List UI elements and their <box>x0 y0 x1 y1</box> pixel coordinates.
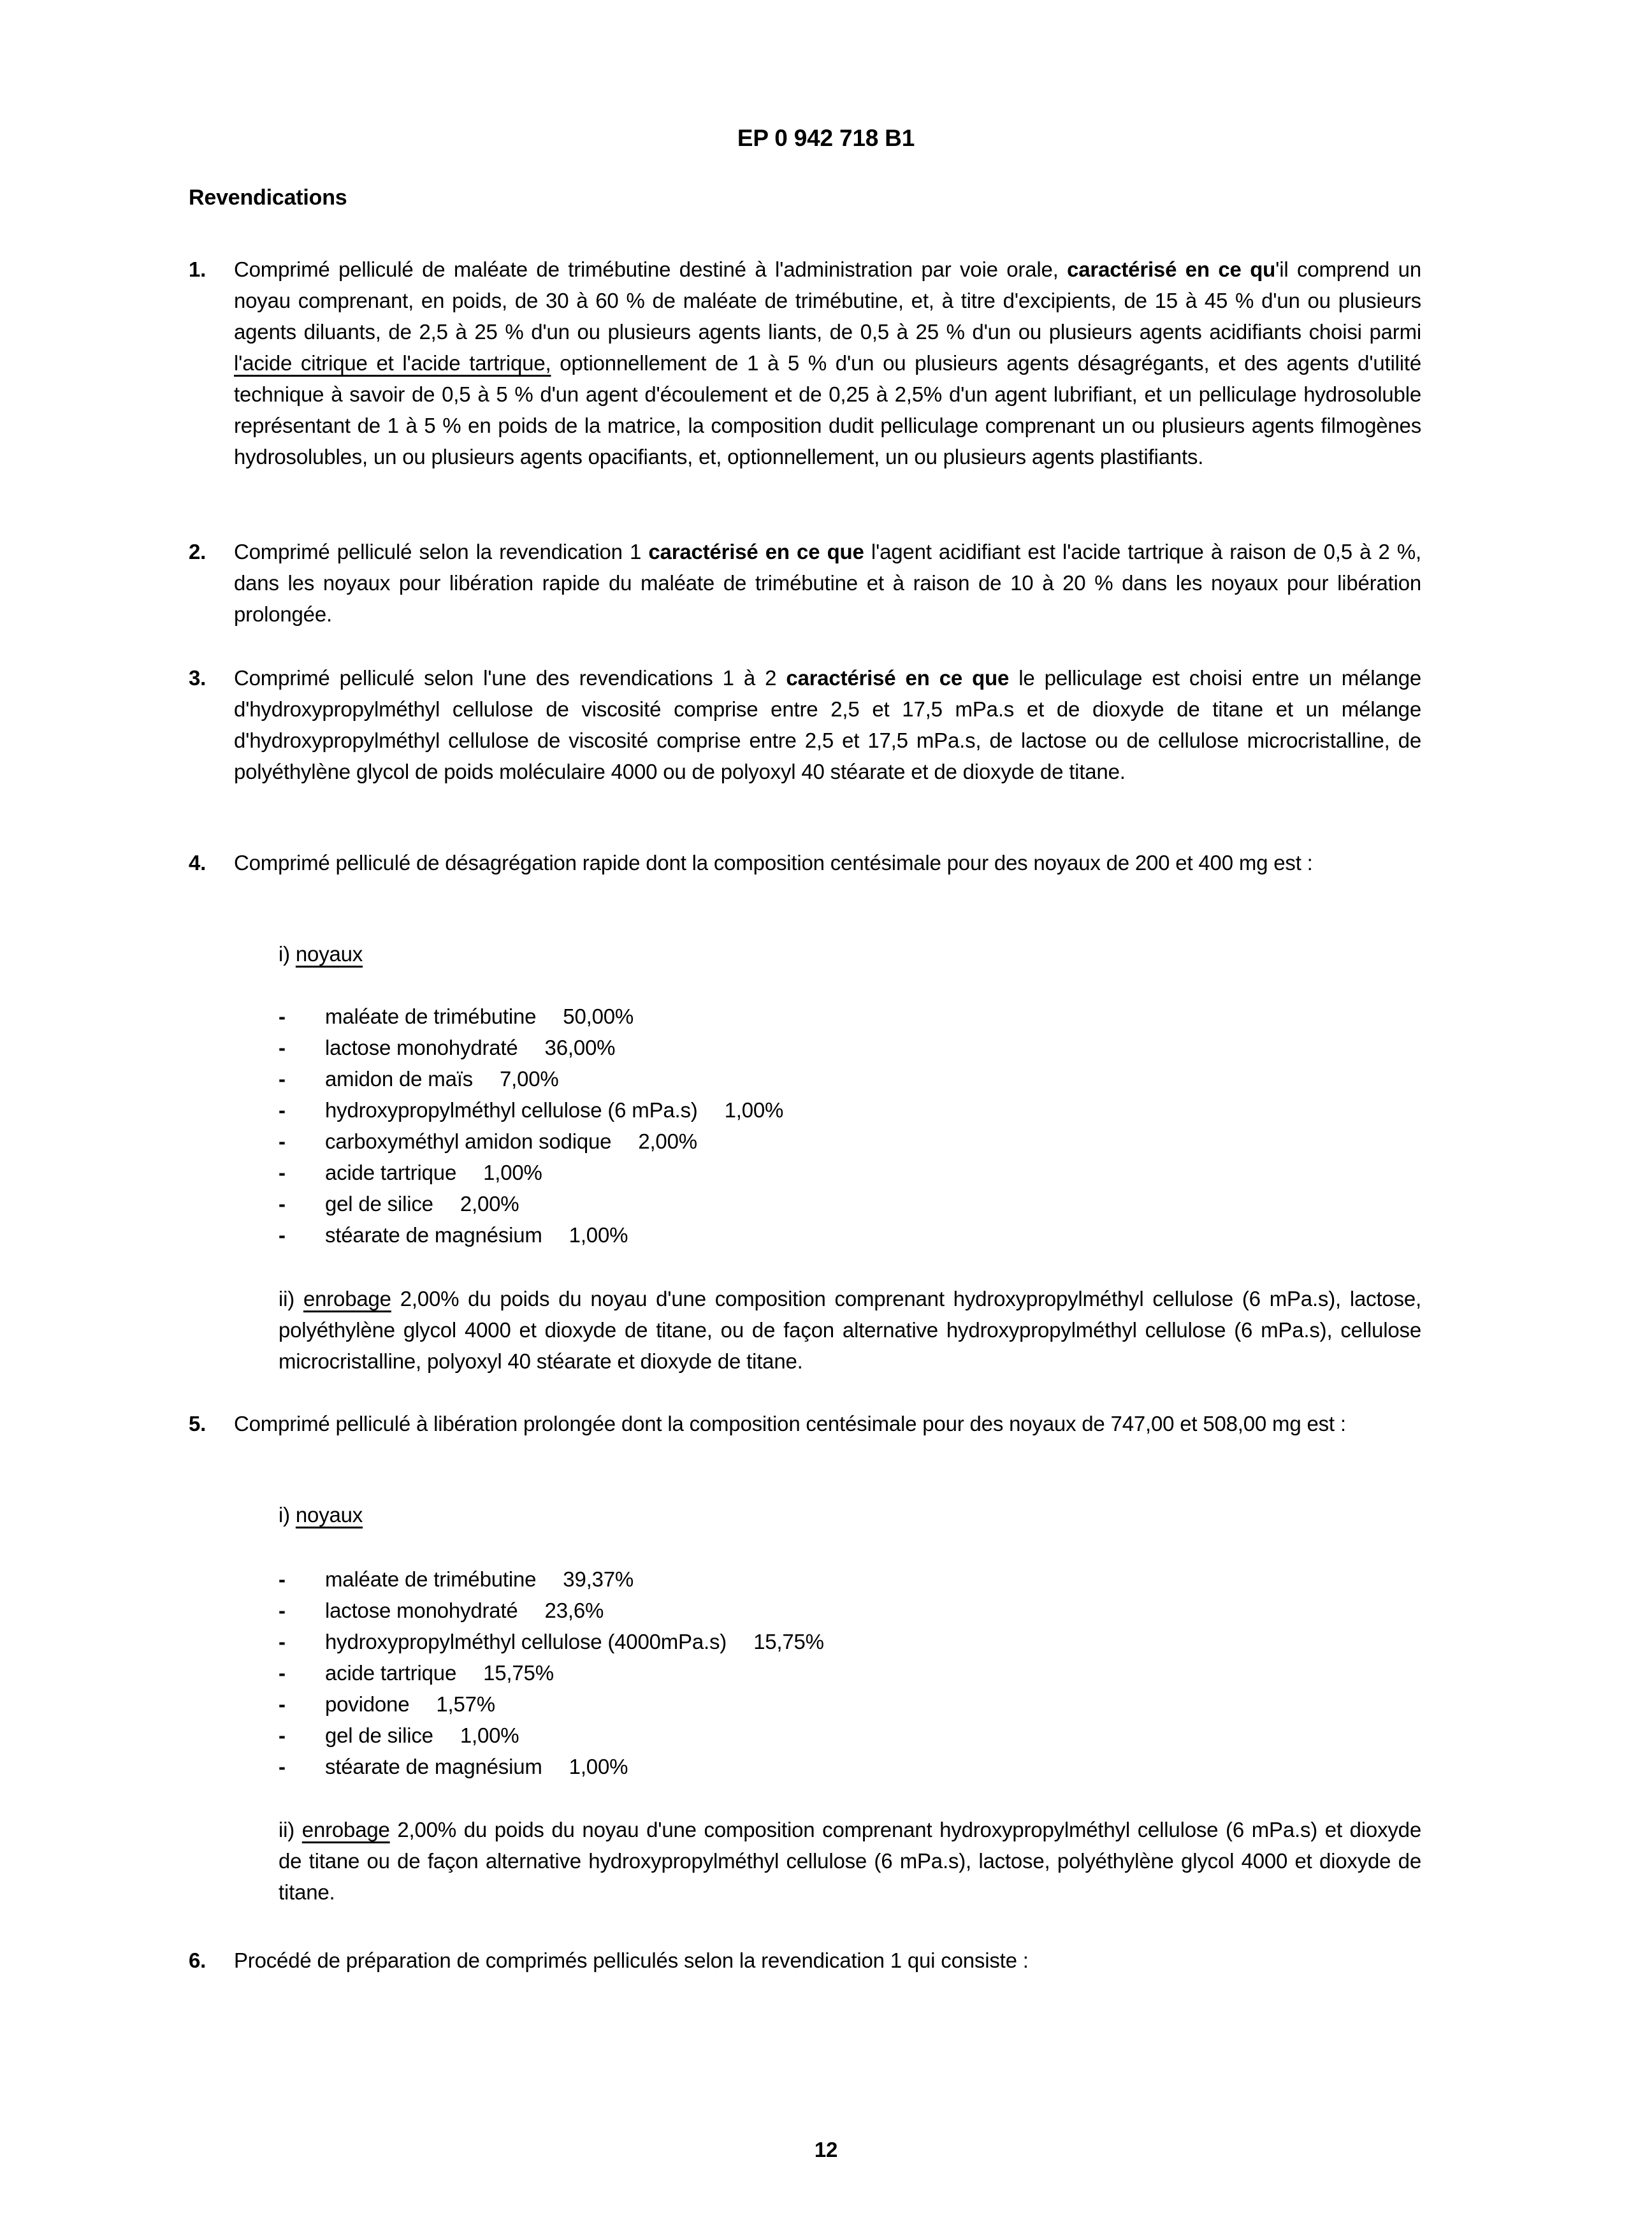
ingredient-name: maléate de trimébutine <box>325 1005 537 1028</box>
ingredient-row <box>279 1001 1421 1032</box>
claim-4-number: 4. <box>189 851 207 875</box>
claim-5-text: Comprimé pelliculé à libération prolongée dont la composition centésimale pour des noyaux de 747,00 et 508,00 mg est : <box>234 1412 1346 1435</box>
page-number: 12 <box>814 2138 838 2161</box>
ingredient-row <box>279 1094 1421 1126</box>
ingredient-name: lactose monohydraté <box>325 1036 518 1059</box>
dash-bullet: - <box>279 1067 286 1091</box>
claim-3 <box>189 662 1421 787</box>
ingredient-row <box>279 1032 1421 1063</box>
claim-6 <box>189 1945 1421 1976</box>
ingredient-name: stéarate de magnésium <box>325 1223 542 1247</box>
dash-bullet: - <box>279 1036 286 1059</box>
document-number: EP 0 942 718 B1 <box>737 125 915 151</box>
ingredient-percentage: 1,00% <box>724 1098 784 1122</box>
ingredient-name: maléate de trimébutine <box>325 1567 537 1591</box>
dash-bullet: - <box>279 1630 286 1653</box>
ingredient-row <box>279 1219 1421 1251</box>
ingredient-name: lactose monohydraté <box>325 1599 518 1622</box>
ingredient-percentage: 1,57% <box>436 1692 495 1716</box>
margin-line-number-rail <box>120 0 164 2236</box>
dash-bullet: - <box>279 1129 286 1153</box>
claim-1 <box>189 254 1421 472</box>
ingredient-row <box>279 1626 1421 1657</box>
dash-bullet: - <box>279 1567 286 1591</box>
claim-5 <box>189 1408 1421 1439</box>
ingredient-name: hydroxypropylméthyl cellulose (4000mPa.s) <box>325 1630 727 1653</box>
ingredient-name: carboxyméthyl amidon sodique <box>325 1129 612 1153</box>
ingredient-percentage: 7,00% <box>500 1067 559 1091</box>
claim-4 <box>189 847 1421 878</box>
ingredient-percentage: 15,75% <box>753 1630 824 1653</box>
ingredient-name: acide tartrique <box>325 1661 457 1685</box>
claim-1-text: Comprimé pelliculé de maléate de trimébutine destiné à l'administration par voie orale, caractérisé en ce qu'il comprend un noyau comprenant, en poids, de 30 à 60 % de maléate de trimébutine, et, à titre d'excipients, de 15 à 45 % d'un ou plusieurs agents diluants, de 2,5 à 25 % d'un ou plusieurs agents liants, de 0,5 à 25 % d'un ou plusieurs agents acidifiants choisi parmi l'acide citrique et l'acide tartrique, optionnellement de 1 à 5 % d'un ou plusieurs agents désagrégants, et des agents d'utilité technique à savoir de 0,5 à 5 % d'un agent d'écoulement et de 0,25 à 2,5% d'un agent lubrifiant, et un pelliculage hydrosoluble représentant de 1 à 5 % en poids de la matrice, la composition dudit pelliculage comprenant un ou plusieurs agents filmogènes hydrosolubles, un ou plusieurs agents opacifiants, et, optionnellement, un ou plusieurs agents plastifiants. <box>234 258 1422 468</box>
ingredient-row <box>279 1595 1421 1626</box>
dash-bullet: - <box>279 1755 286 1778</box>
dash-bullet: - <box>279 1161 286 1184</box>
dash-bullet: - <box>279 1724 286 1747</box>
dash-bullet: - <box>279 1692 286 1716</box>
ingredient-row <box>279 1063 1421 1094</box>
ingredient-percentage: 1,00% <box>569 1755 628 1778</box>
ingredient-percentage: 1,00% <box>460 1724 519 1747</box>
dash-bullet: - <box>279 1192 286 1216</box>
claim-5-number: 5. <box>189 1412 207 1435</box>
claim-5-ingredient-list <box>279 1564 1421 1782</box>
ingredient-row <box>279 1564 1421 1595</box>
ingredient-percentage: 39,37% <box>563 1567 634 1591</box>
claim-3-text: Comprimé pelliculé selon l'une des revendications 1 à 2 caractérisé en ce que le pelliculage est choisi entre un mélange d'hydroxypropylméthyl cellulose de viscosité comprise entre 2,5 et 17,5 mPa.s et de dioxyde de titane et un mélange d'hydroxypropylméthyl cellulose de viscosité comprise entre 2,5 et 17,5 mPa.s, de lactose ou de cellulose microcristalline, de polyéthylène glycol de poids moléculaire 4000 ou de polyoxyl 40 stéarate et de dioxyde de titane. <box>234 666 1421 783</box>
claim-2-number: 2. <box>189 540 207 563</box>
ingredient-row <box>279 1751 1421 1782</box>
claim-1-number: 1. <box>189 258 207 281</box>
claim-4-text: Comprimé pelliculé de désagrégation rapide dont la composition centésimale pour des noyaux de 200 et 400 mg est : <box>234 851 1313 875</box>
ingredient-name: acide tartrique <box>325 1161 457 1184</box>
claim-2 <box>189 536 1421 630</box>
dash-bullet: - <box>279 1661 286 1685</box>
ingredient-percentage: 1,00% <box>483 1161 542 1184</box>
ingredient-name: povidone <box>325 1692 410 1716</box>
ingredient-row <box>279 1188 1421 1219</box>
dash-bullet: - <box>279 1223 286 1247</box>
claim-4-coating-paragraph: ii) enrobage 2,00% du poids du noyau d'une composition comprenant hydroxypropylméthyl cellulose (6 mPa.s), lactose, polyéthylène glycol 4000 et dioxyde de titane, ou de façon alternative hydroxypropylméthyl cellulose (6 mPa.s), cellulose microcristalline, polyoxyl 40 stéarate et dioxyde de titane. <box>279 1287 1422 1373</box>
claim-3-number: 3. <box>189 666 207 690</box>
ingredient-percentage: 2,00% <box>638 1129 697 1153</box>
ingredient-percentage: 1,00% <box>569 1223 628 1247</box>
ingredient-row <box>279 1657 1421 1688</box>
ingredient-name: amidon de maïs <box>325 1067 473 1091</box>
ingredient-percentage: 50,00% <box>563 1005 634 1028</box>
ingredient-row <box>279 1720 1421 1751</box>
dash-bullet: - <box>279 1599 286 1622</box>
dash-bullet: - <box>279 1098 286 1122</box>
ingredient-row <box>279 1688 1421 1720</box>
ingredient-name: stéarate de magnésium <box>325 1755 542 1778</box>
claim-5-coating-paragraph: ii) enrobage 2,00% du poids du noyau d'une composition comprenant hydroxypropylméthyl cellulose (6 mPa.s) et dioxyde de titane ou de façon alternative hydroxypropylméthyl cellulose (6 mPa.s), lactose, polyéthylène glycol 4000 et dioxyde de titane. <box>279 1818 1421 1904</box>
ingredient-percentage: 23,6% <box>544 1599 604 1622</box>
section-title: Revendications <box>189 185 347 210</box>
ingredient-name: hydroxypropylméthyl cellulose (6 mPa.s) <box>325 1098 698 1122</box>
ingredient-name: gel de silice <box>325 1192 433 1216</box>
claim-6-number: 6. <box>189 1949 207 1972</box>
ingredient-name: gel de silice <box>325 1724 433 1747</box>
claim-5-cores-label: i) noyaux <box>279 1503 363 1527</box>
ingredient-percentage: 15,75% <box>483 1661 554 1685</box>
ingredient-row <box>279 1157 1421 1188</box>
ingredient-row <box>279 1126 1421 1157</box>
ingredient-percentage: 2,00% <box>460 1192 519 1216</box>
dash-bullet: - <box>279 1005 286 1028</box>
claim-4-ingredient-list <box>279 1001 1421 1251</box>
claim-6-text: Procédé de préparation de comprimés pelliculés selon la revendication 1 qui consiste : <box>234 1949 1029 1972</box>
ingredient-percentage: 36,00% <box>544 1036 616 1059</box>
claim-2-text: Comprimé pelliculé selon la revendication 1 caractérisé en ce que l'agent acidifiant est l'acide tartrique à raison de 0,5 à 2 %, dans les noyaux pour libération rapide du maléate de trimébutine et à raison de 10 à 20 % dans les noyaux pour libération prolongée. <box>234 540 1422 626</box>
claim-4-cores-label: i) noyaux <box>279 942 363 966</box>
